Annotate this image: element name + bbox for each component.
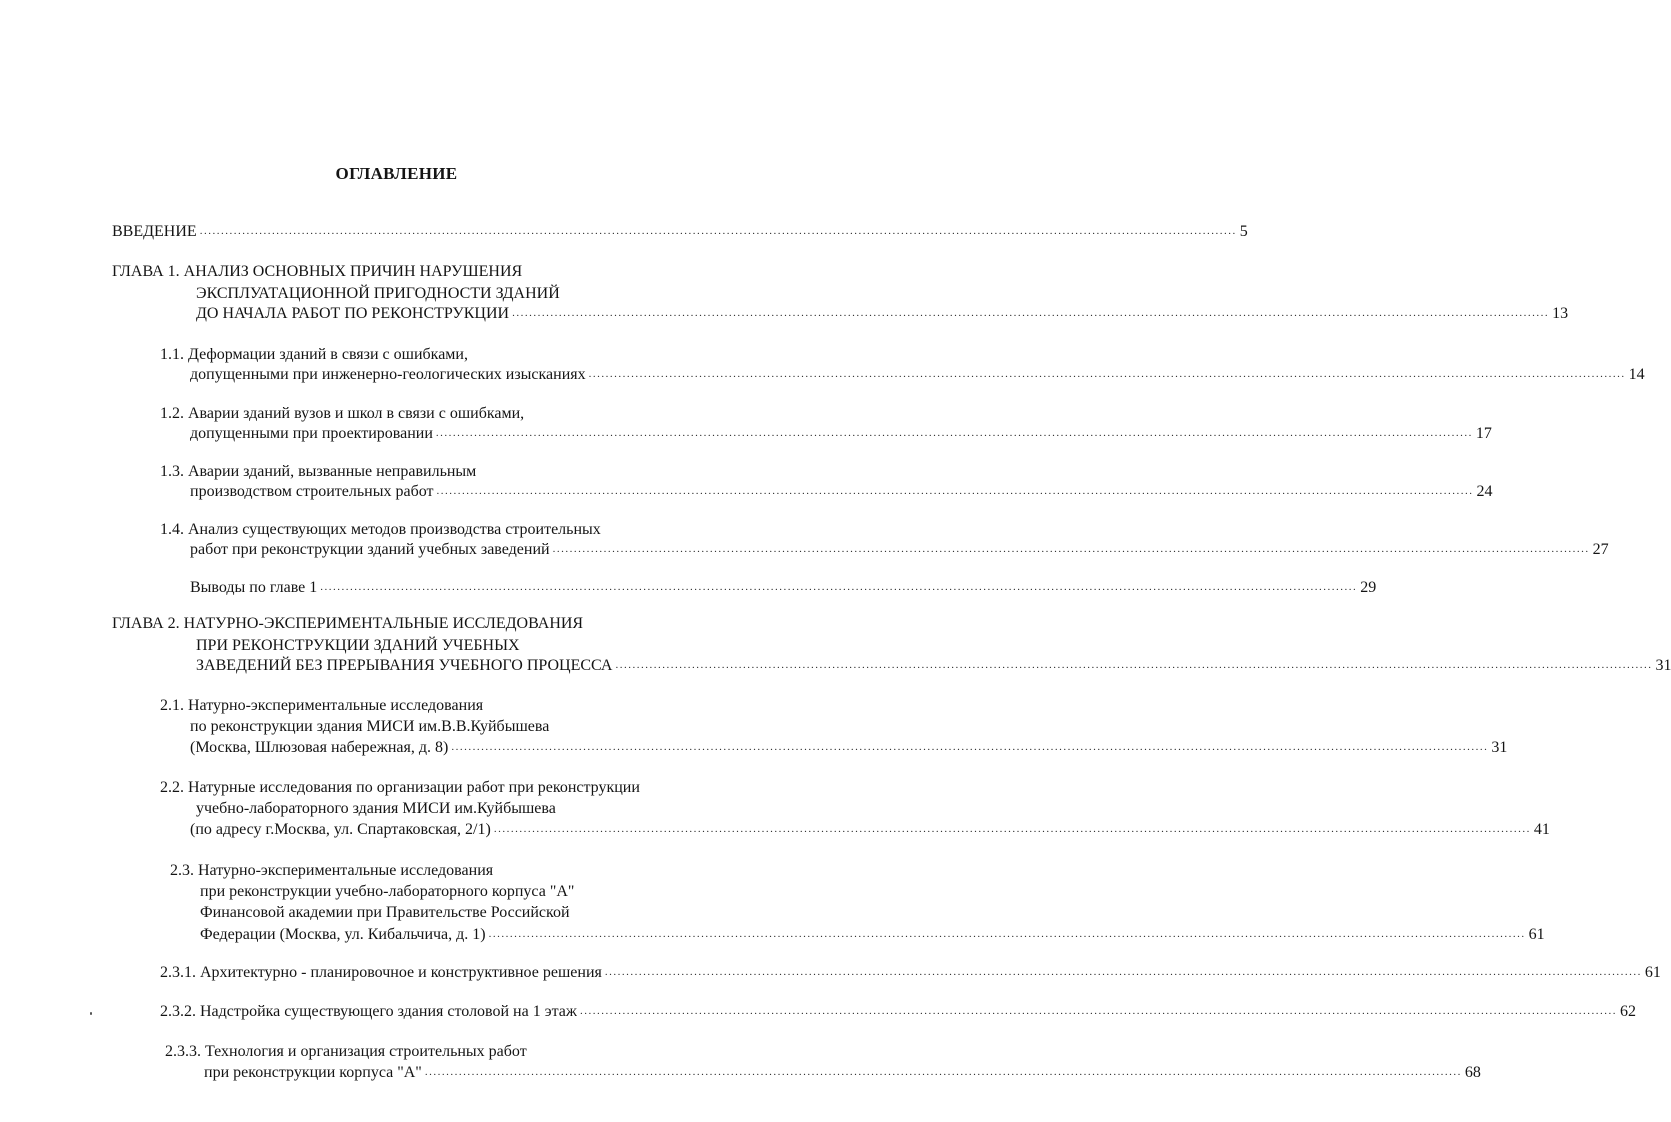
dot-leader: .................................................................................................................................................................................................................................................... <box>436 485 1474 497</box>
dot-leader: .................................................................................................................................................................................................................................................... <box>424 1066 1462 1078</box>
toc-entry-title-cont: Финансовой академии при Правительстве Российской <box>200 904 570 921</box>
toc-entry-title-cont: по реконструкции здания МИСИ им.В.В.Куйбышева <box>190 718 550 735</box>
toc-entry-title-cont: производством строительных работ <box>190 483 434 500</box>
toc-entry-1-2-line-2 <box>190 424 1492 444</box>
toc-entry-title: 1.1. Деформации зданий в связи с ошибками, <box>160 346 468 363</box>
page-number: 5 <box>1239 223 1248 240</box>
toc-entry-chapter-1-line-1[interactable] <box>112 262 522 282</box>
toc-entry-title-cont: Федерации (Москва, ул. Кибальчича, д. 1) <box>200 926 486 943</box>
dot-leader: .................................................................................................................................................................................................................................................... <box>512 307 1550 319</box>
page-number: 27 <box>1592 541 1609 558</box>
dot-leader: .................................................................................................................................................................................................................................................... <box>579 1005 1617 1017</box>
scan-speck <box>90 1012 92 1015</box>
toc-entry-1-3[interactable] <box>160 462 476 482</box>
toc-entry-chapter-2-line-1[interactable] <box>112 614 583 634</box>
toc-entry-title-cont: ДО НАЧАЛА РАБОТ ПО РЕКОНСТРУКЦИИ <box>196 305 510 322</box>
toc-entry-2-3-2[interactable] <box>160 1002 1636 1022</box>
toc-entry-2-3-3[interactable] <box>165 1042 527 1062</box>
toc-entry-1-1-line-2 <box>190 365 1645 385</box>
toc-entry-title: 1.4. Анализ существующих методов производства строительных <box>160 521 601 538</box>
toc-entry-2-3-3-line-2 <box>204 1063 1481 1083</box>
toc-entry-introduction[interactable] <box>112 222 1248 242</box>
toc-entry-2-3-line-2 <box>200 882 574 902</box>
dot-leader: .................................................................................................................................................................................................................................................... <box>615 659 1653 671</box>
toc-entry-conclusions-1[interactable] <box>190 578 1377 598</box>
toc-entry-chapter-2-line-2 <box>196 636 520 656</box>
dot-leader: .................................................................................................................................................................................................................................................... <box>320 581 1358 593</box>
page-number: 68 <box>1464 1064 1481 1081</box>
toc-entry-title-cont: при реконструкции корпуса "А" <box>204 1064 422 1081</box>
page-title: ОГЛАВЛЕНИЕ <box>335 164 458 183</box>
toc-entry-title: 2.3.3. Технология и организация строительных работ <box>165 1043 527 1060</box>
dot-leader: .................................................................................................................................................................................................................................................... <box>604 966 1642 978</box>
dot-leader: .................................................................................................................................................................................................................................................... <box>552 543 1590 555</box>
toc-entry-title: ГЛАВА 2. НАТУРНО-ЭКСПЕРИМЕНТАЛЬНЫЕ ИССЛЕДОВАНИЯ <box>112 615 584 632</box>
toc-entry-2-2[interactable] <box>160 778 640 798</box>
toc-entry-title-cont: работ при реконструкции зданий учебных заведений <box>190 541 550 558</box>
page-number: 14 <box>1628 366 1645 383</box>
toc-entry-chapter-1-line-3 <box>196 304 1569 324</box>
toc-entry-chapter-1-line-2 <box>196 284 560 304</box>
dot-leader: .................................................................................................................................................................................................................................................... <box>588 368 1626 380</box>
toc-entry-title: ГЛАВА 1. АНАЛИЗ ОСНОВНЫХ ПРИЧИН НАРУШЕНИЯ <box>112 263 523 280</box>
toc-entry-1-4-line-2 <box>190 540 1609 560</box>
toc-entry-2-2-line-2 <box>196 799 556 819</box>
dot-leader: .................................................................................................................................................................................................................................................... <box>488 928 1526 940</box>
toc-entry-1-1[interactable] <box>160 345 468 365</box>
page-number: 61 <box>1644 964 1661 981</box>
toc-entry-2-1-line-2 <box>190 717 549 737</box>
toc-entry-1-3-line-2 <box>190 482 1493 502</box>
toc-entry-title-cont: учебно-лабораторного здания МИСИ им.Куйбышева <box>196 800 556 817</box>
toc-entry-1-2[interactable] <box>160 404 524 424</box>
dot-leader: .................................................................................................................................................................................................................................................... <box>435 427 1473 439</box>
toc-entry-chapter-2-line-3 <box>196 656 1671 676</box>
page-number: 24 <box>1476 483 1493 500</box>
page-number: 13 <box>1552 305 1569 322</box>
toc-entry-title: ВВЕДЕНИЕ <box>112 223 197 240</box>
page-number: 31 <box>1491 739 1508 756</box>
toc-entry-title: 1.2. Аварии зданий вузов и школ в связи с ошибками, <box>160 405 525 422</box>
toc-entry-title-cont: ПРИ РЕКОНСТРУКЦИИ ЗДАНИЙ УЧЕБНЫХ <box>196 637 520 654</box>
toc-entry-2-3[interactable] <box>170 861 493 881</box>
toc-entry-title: 2.3.1. Архитектурно - планировочное и конструктивное решения <box>160 964 602 981</box>
toc-entry-title-cont: при реконструкции учебно-лабораторного корпуса "А" <box>200 883 575 900</box>
toc-entry-title: 2.1. Натурно-экспериментальные исследования <box>160 697 484 714</box>
page-number: 29 <box>1360 579 1377 596</box>
page-number: 62 <box>1619 1003 1636 1020</box>
toc-entry-title-cont: (по адресу г.Москва, ул. Спартаковская, 2/1) <box>190 821 491 838</box>
toc-entry-title: Выводы по главе 1 <box>190 579 318 596</box>
toc-entry-title: 2.3. Натурно-экспериментальные исследования <box>170 862 494 879</box>
toc-entry-2-3-1[interactable] <box>160 963 1661 983</box>
toc-entry-title: 2.3.2. Надстройка существующего здания столовой на 1 этаж <box>160 1003 577 1020</box>
toc-entry-title-cont: допущенными при инженерно-геологических изысканиях <box>190 366 586 383</box>
dot-leader: .................................................................................................................................................................................................................................................... <box>451 741 1489 753</box>
page-number: 61 <box>1528 926 1545 943</box>
page-number: 17 <box>1475 425 1492 442</box>
toc-entry-title: 2.2. Натурные исследования по организации работ при реконструкции <box>160 779 640 796</box>
toc-entry-2-3-line-3 <box>200 903 570 923</box>
toc-entry-2-3-line-4 <box>200 925 1545 945</box>
toc-entry-2-2-line-3 <box>190 820 1550 840</box>
toc-entry-title: 1.3. Аварии зданий, вызванные неправильным <box>160 463 477 480</box>
dot-leader: .................................................................................................................................................................................................................................................... <box>199 225 1237 237</box>
toc-entry-title-cont: ЗАВЕДЕНИЙ БЕЗ ПРЕРЫВАНИЯ УЧЕБНОГО ПРОЦЕССА <box>196 657 613 674</box>
toc-entry-1-4[interactable] <box>160 520 601 540</box>
toc-entry-2-1-line-3 <box>190 738 1508 758</box>
page-number: 31 <box>1655 657 1671 674</box>
dot-leader: .................................................................................................................................................................................................................................................... <box>493 823 1531 835</box>
toc-entry-2-1[interactable] <box>160 696 483 716</box>
page-number: 41 <box>1533 821 1550 838</box>
toc-entry-title-cont: (Москва, Шлюзовая набережная, д. 8) <box>190 739 449 756</box>
toc-entry-title-cont: ЭКСПЛУАТАЦИОННОЙ ПРИГОДНОСТИ ЗДАНИЙ <box>196 285 560 302</box>
toc-entry-title-cont: допущенными при проектировании <box>190 425 433 442</box>
